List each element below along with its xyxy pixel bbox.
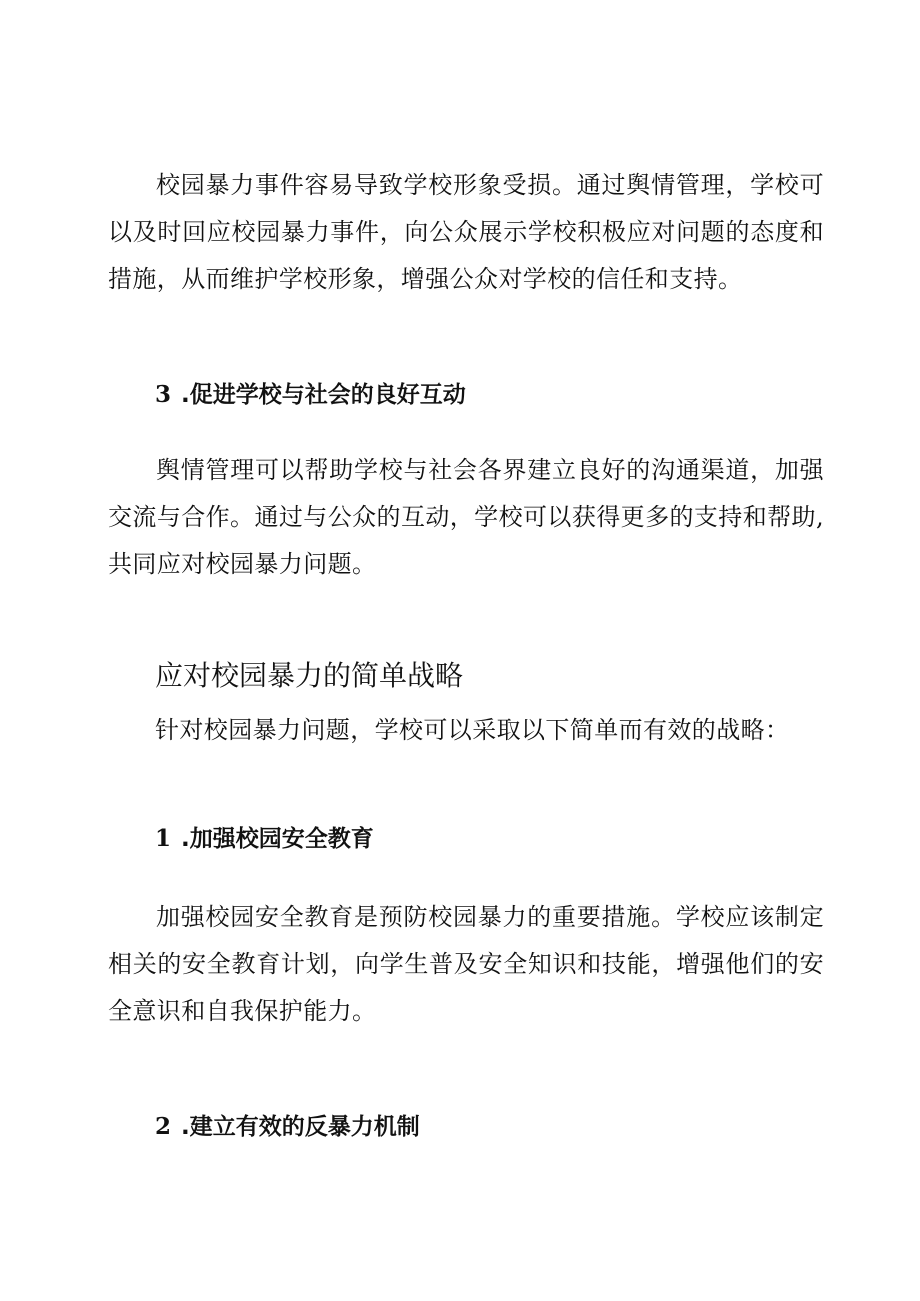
section-title: 应对校园暴力的简单战略 bbox=[155, 659, 464, 692]
subheading-number: 1 bbox=[155, 825, 172, 852]
subheading-text: .促进学校与社会的良好互动 bbox=[181, 382, 466, 408]
paragraph-social-interaction: 舆情管理可以帮助学校与社会各界建立良好的沟通渠道，加强交流与合作。通过与公众的互动，学校可以获得更多的支持和帮助,共同应对校园暴力问题。 bbox=[108, 456, 824, 578]
subheading-number: 3 bbox=[155, 381, 172, 408]
subheading-text: .建立有效的反暴力机制 bbox=[181, 1114, 420, 1140]
subheading-number: 2 bbox=[155, 1113, 172, 1140]
paragraph-school-image: 校园暴力事件容易导致学校形象受损。通过舆情管理，学校可以及时回应校园暴力事件，向公众展示学校积极应对问题的态度和措施，从而维护学校形象，增强公众对学校的信任和支持。 bbox=[108, 171, 824, 293]
subheading-3 bbox=[155, 380, 466, 410]
subheading-2 bbox=[155, 1112, 420, 1142]
subheading-text: .加强校园安全教育 bbox=[181, 826, 374, 852]
paragraph-safety-education: 加强校园安全教育是预防校园暴力的重要措施。学校应该制定相关的安全教育计划，向学生普及安全知识和技能，增强他们的安全意识和自我保护能力。 bbox=[108, 903, 824, 1025]
subheading-1 bbox=[155, 824, 374, 854]
lead-paragraph: 针对校园暴力问题，学校可以采取以下简单而有效的战略： bbox=[155, 716, 790, 744]
